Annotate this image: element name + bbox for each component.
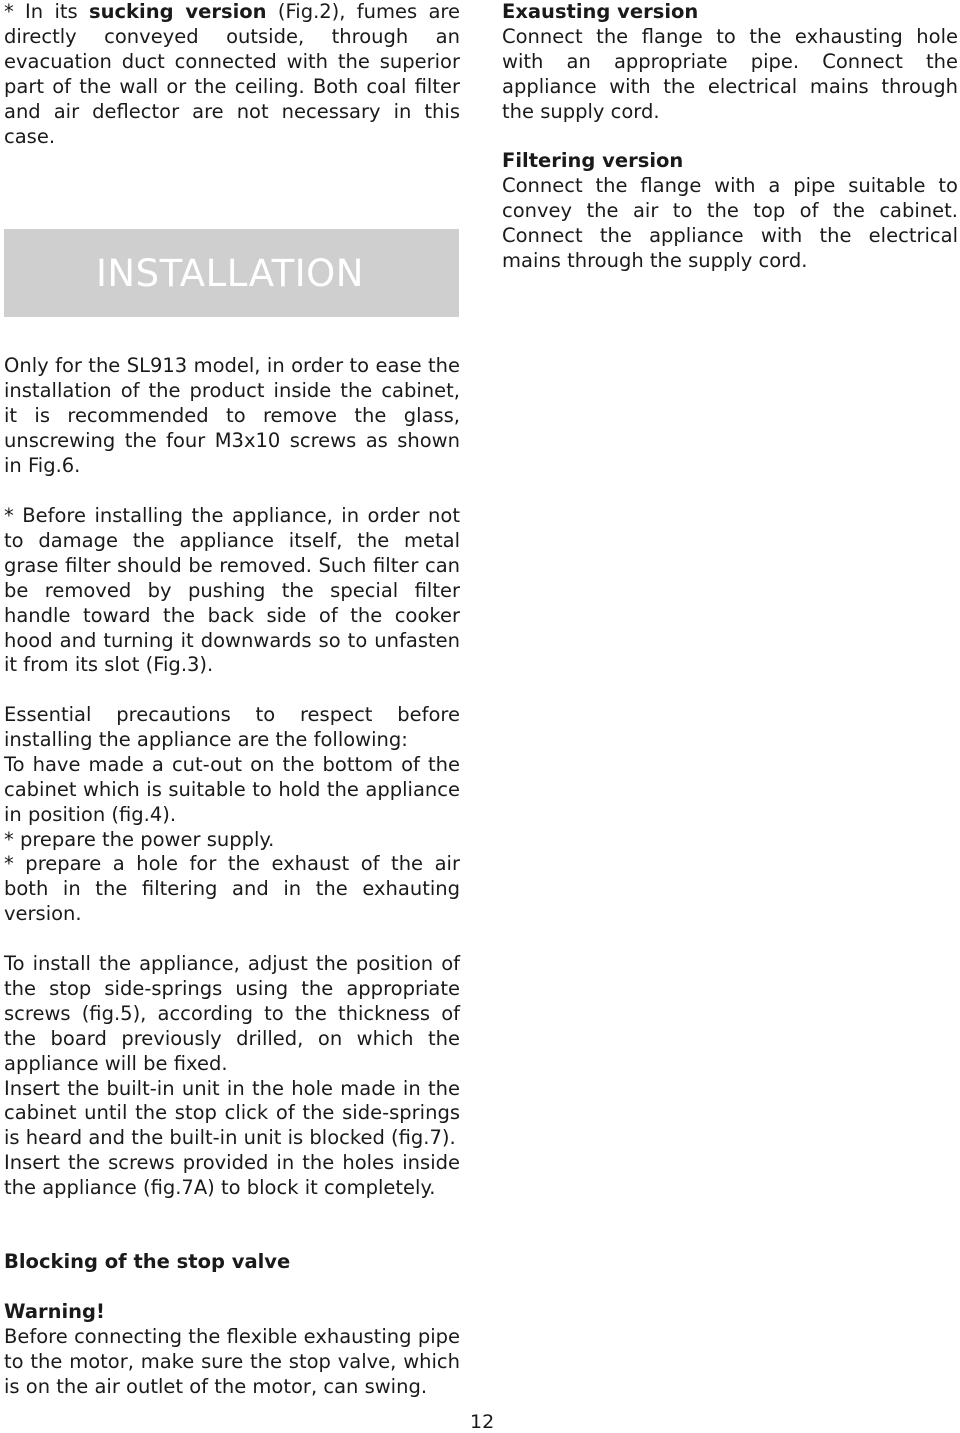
installation-banner xyxy=(4,229,459,317)
blocking-section xyxy=(4,1250,460,1275)
page-number: 12 xyxy=(470,1411,495,1433)
para3-section xyxy=(4,703,460,927)
para3-line2: To have made a cut-out on the bottom of the cabinet which is suitable to hold the appliance in position (fig.4). xyxy=(4,752,460,826)
para2-section xyxy=(4,504,460,678)
para3-line4: * prepare a hole for the exhaust of the air both in the filtering and in the exhauting version. xyxy=(4,852,460,926)
exausting-body: Connect the flange to the exhausting hole with an appropriate pipe. Connect the appliance with the electrical mains through the supply cord. xyxy=(502,24,958,123)
para4-line1: To install the appliance, adjust the position of the stop side-springs using the appropriate screws (fig.5), according to the thickness of the board previously drilled, on which the appliance will be fixed. xyxy=(4,952,460,1075)
filtering-heading: Filtering version xyxy=(502,149,684,172)
para4-line3: Insert the screws provided in the holes inside the appliance (fig.7A) to block it completely. xyxy=(4,1151,460,1200)
para1-section xyxy=(4,354,460,479)
para3-line3: * prepare the power supply. xyxy=(4,827,275,851)
para2: * Before installing the appliance, in order not to damage the appliance itself, the metal grase filter should be removed. Such filter can be removed by pushing the special filter handle toward the back side of the cooker hood and turning it downwards so to unfasten it from its slot (Fig.3). xyxy=(4,504,460,677)
intro-rest: (Fig.2), fumes are directly conveyed outside, through an evacuation duct connected with the superior part of the wall or the ceiling. Both coal filter and air deflector are not necessary in this case. xyxy=(4,0,460,148)
intro-section xyxy=(4,0,460,149)
blocking-heading: Blocking of the stop valve xyxy=(4,1250,291,1273)
para4-section xyxy=(4,952,460,1201)
intro-paragraph xyxy=(4,0,460,149)
exausting-heading: Exausting version xyxy=(502,0,699,23)
filtering-section xyxy=(502,149,958,274)
para3-line1: Essential precautions to respect before installing the appliance are the following: xyxy=(4,703,460,751)
filtering-body: Connect the flange with a pipe suitable to convey the air to the top of the cabinet. Connect the appliance with the electrical mains through the supply cord. xyxy=(502,173,958,272)
warning-section xyxy=(4,1300,460,1400)
exausting-section xyxy=(502,0,958,125)
intro-prefix: * In its xyxy=(4,0,89,23)
warning-body: Before connecting the flexible exhausting pipe to the motor, make sure the stop valve, which is on the air outlet of the motor, can swing. xyxy=(4,1324,460,1398)
para4-line2: Insert the built-in unit in the hole made in the cabinet until the stop click of the side-springs is heard and the built-in unit is blocked (fig.7). xyxy=(4,1076,460,1150)
intro-bold: sucking version xyxy=(89,0,267,23)
para1: Only for the SL913 model, in order to ease the installation of the product inside the cabinet, it is recommended to remove the glass, unscrewing the four M3x10 screws as shown in Fig.6. xyxy=(4,354,460,477)
warning-heading: Warning! xyxy=(4,1300,105,1323)
banner-title: INSTALLATION xyxy=(96,252,364,295)
